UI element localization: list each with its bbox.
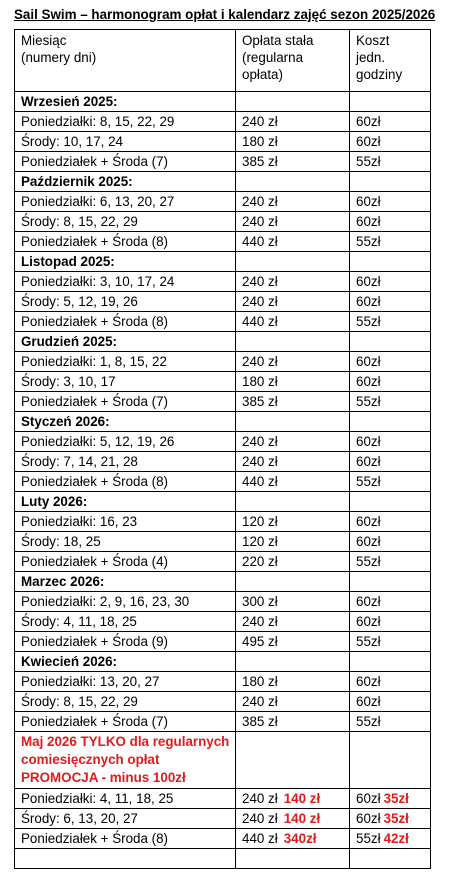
header-text: Miesiąc: [21, 33, 67, 48]
schedule-label: Środy: 10, 17, 24: [15, 132, 236, 152]
header-month: [15, 30, 236, 92]
schedule-label: Poniedziałki: 13, 20, 27: [15, 672, 236, 692]
table-row: [15, 452, 431, 472]
empty-row: [15, 849, 431, 869]
month-name: Styczeń 2026:: [15, 412, 236, 432]
month-heading-row: [15, 252, 431, 272]
schedule-table: [14, 29, 431, 869]
fixed-fee: 120 zł: [236, 512, 350, 532]
table-row: [15, 592, 431, 612]
schedule-label: Poniedziałek + Środa (8): [15, 472, 236, 492]
table-row: [15, 432, 431, 452]
fixed-fee: 495 zł: [236, 632, 350, 652]
table-row: [15, 809, 431, 829]
table-row: [15, 212, 431, 232]
hourly-rate: 55zł: [350, 392, 431, 412]
table-header-row: [15, 30, 431, 92]
fixed-fee: 180 zł: [236, 372, 350, 392]
table-row: [15, 232, 431, 252]
table-row: [15, 292, 431, 312]
schedule-label: Poniedziałek + Środa (7): [15, 712, 236, 732]
table-row: [15, 132, 431, 152]
promo-rate: 35zł: [383, 791, 409, 806]
fixed-fee: 385 zł: [236, 152, 350, 172]
empty-cell: [15, 849, 236, 869]
empty-cell: [236, 332, 350, 352]
header-text: jedn.: [356, 50, 386, 65]
empty-cell: [350, 252, 431, 272]
fixed-fee: 240 zł: [236, 452, 350, 472]
fixed-fee: [236, 809, 350, 829]
fixed-fee: 385 zł: [236, 712, 350, 732]
hourly-rate: 55zł: [350, 312, 431, 332]
schedule-label: Środy: 8, 15, 22, 29: [15, 692, 236, 712]
fixed-fee: 240 zł: [236, 192, 350, 212]
fixed-fee: 440 zł: [236, 312, 350, 332]
hourly-rate: 55zł: [350, 632, 431, 652]
table-row: [15, 829, 431, 849]
hourly-rate: 60zł: [350, 132, 431, 152]
month-heading-row: [15, 92, 431, 112]
empty-cell: [350, 492, 431, 512]
schedule-label: Środy: 4, 11, 18, 25: [15, 612, 236, 632]
empty-cell: [350, 412, 431, 432]
schedule-label: Poniedziałki: 6, 13, 20, 27: [15, 192, 236, 212]
header-text: opłata): [242, 67, 283, 82]
month-heading-row: [15, 172, 431, 192]
schedule-label: Środy: 5, 12, 19, 26: [15, 292, 236, 312]
table-row: [15, 392, 431, 412]
schedule-label: Poniedziałek + Środa (4): [15, 552, 236, 572]
promo-fee: 140 zł: [283, 791, 321, 806]
fixed-fee: 180 zł: [236, 132, 350, 152]
header-text: (regularna: [242, 50, 304, 65]
schedule-label: Środy: 8, 15, 22, 29: [15, 212, 236, 232]
fixed-fee: 240 zł: [236, 692, 350, 712]
schedule-label: Poniedziałek + Środa (8): [15, 829, 236, 849]
schedule-label: Poniedziałki: 1, 8, 15, 22: [15, 352, 236, 372]
hourly-rate: 60zł: [350, 692, 431, 712]
schedule-label: Poniedziałek + Środa (7): [15, 152, 236, 172]
regular-rate: 60zł: [356, 811, 381, 826]
promo-rate: 42zł: [383, 831, 409, 846]
document-title: Sail Swim – harmonogram opłat i kalendarz zajęć sezon 2025/2026: [14, 7, 436, 22]
hourly-rate: 55zł: [350, 712, 431, 732]
header-text: godziny: [356, 67, 403, 82]
month-name: Grudzień 2025:: [15, 332, 236, 352]
empty-cell: [236, 412, 350, 432]
table-row: [15, 152, 431, 172]
hourly-rate: 60zł: [350, 372, 431, 392]
hourly-rate: 60zł: [350, 272, 431, 292]
header-text: Koszt: [356, 33, 390, 48]
header-rate: [350, 30, 431, 92]
table-row: [15, 672, 431, 692]
month-name: Październik 2025:: [15, 172, 236, 192]
month-heading-row: [15, 572, 431, 592]
hourly-rate: 55zł: [350, 552, 431, 572]
hourly-rate: 60zł: [350, 672, 431, 692]
hourly-rate: 60zł: [350, 452, 431, 472]
hourly-rate: 60zł: [350, 352, 431, 372]
fixed-fee: 385 zł: [236, 392, 350, 412]
fixed-fee: 180 zł: [236, 672, 350, 692]
month-heading-row: [15, 652, 431, 672]
schedule-label: Środy: 18, 25: [15, 532, 236, 552]
empty-cell: [350, 652, 431, 672]
hourly-rate: [350, 829, 431, 849]
hourly-rate: [350, 789, 431, 809]
empty-cell: [236, 732, 350, 789]
schedule-label: Poniedziałek + Środa (9): [15, 632, 236, 652]
schedule-label: Poniedziałki: 16, 23: [15, 512, 236, 532]
fixed-fee: 440 zł: [236, 232, 350, 252]
table-row: [15, 692, 431, 712]
hourly-rate: [350, 809, 431, 829]
promo-fee: 340zł: [283, 831, 317, 846]
promo-heading-cell: [15, 732, 236, 789]
schedule-label: Środy: 7, 14, 21, 28: [15, 452, 236, 472]
table-row: [15, 312, 431, 332]
header-text: (numery dni): [21, 50, 97, 65]
header-fee: [236, 30, 350, 92]
schedule-label: Poniedziałki: 8, 15, 22, 29: [15, 112, 236, 132]
empty-cell: [350, 849, 431, 869]
table-row: [15, 612, 431, 632]
fixed-fee: 240 zł: [236, 112, 350, 132]
fixed-fee: 240 zł: [236, 292, 350, 312]
schedule-label: Poniedziałek + Środa (8): [15, 312, 236, 332]
empty-cell: [236, 172, 350, 192]
hourly-rate: 60zł: [350, 292, 431, 312]
fixed-fee: 300 zł: [236, 592, 350, 612]
hourly-rate: 60zł: [350, 612, 431, 632]
empty-cell: [236, 652, 350, 672]
fixed-fee: 120 zł: [236, 532, 350, 552]
empty-cell: [236, 252, 350, 272]
schedule-label: Środy: 3, 10, 17: [15, 372, 236, 392]
table-row: [15, 632, 431, 652]
month-heading-row: [15, 332, 431, 352]
month-name: Luty 2026:: [15, 492, 236, 512]
empty-cell: [350, 172, 431, 192]
table-row: [15, 372, 431, 392]
fixed-fee: 220 zł: [236, 552, 350, 572]
hourly-rate: 55zł: [350, 472, 431, 492]
fixed-fee: 240 zł: [236, 272, 350, 292]
month-name: Kwiecień 2026:: [15, 652, 236, 672]
hourly-rate: 60zł: [350, 512, 431, 532]
regular-fee: 440 zł: [242, 831, 278, 846]
empty-cell: [350, 92, 431, 112]
table-row: [15, 712, 431, 732]
fixed-fee: 240 zł: [236, 352, 350, 372]
table-row: [15, 532, 431, 552]
schedule-label: Poniedziałki: 5, 12, 19, 26: [15, 432, 236, 452]
regular-rate: 55zł: [356, 831, 381, 846]
month-heading-row: [15, 412, 431, 432]
hourly-rate: 60zł: [350, 432, 431, 452]
schedule-label: Poniedziałki: 4, 11, 18, 25: [15, 789, 236, 809]
promo-text: Maj 2026 TYLKO dla regularnych comiesięcznych opłat PROMOCJA - minus 100zł: [21, 734, 230, 785]
table-row: [15, 192, 431, 212]
table-row: [15, 112, 431, 132]
fixed-fee: 440 zł: [236, 472, 350, 492]
schedule-label: Poniedziałki: 3, 10, 17, 24: [15, 272, 236, 292]
schedule-table-body: [15, 30, 431, 869]
table-row: [15, 272, 431, 292]
schedule-label: Poniedziałek + Środa (8): [15, 232, 236, 252]
empty-cell: [236, 849, 350, 869]
month-name: Wrzesień 2025:: [15, 92, 236, 112]
month-name: Listopad 2025:: [15, 252, 236, 272]
schedule-label: Poniedziałki: 2, 9, 16, 23, 30: [15, 592, 236, 612]
hourly-rate: 60zł: [350, 532, 431, 552]
empty-cell: [350, 572, 431, 592]
fixed-fee: 240 zł: [236, 612, 350, 632]
regular-fee: 240 zł: [242, 791, 278, 806]
empty-cell: [236, 572, 350, 592]
regular-rate: 60zł: [356, 791, 381, 806]
header-text: Opłata stała: [242, 33, 314, 48]
empty-cell: [236, 92, 350, 112]
hourly-rate: 60zł: [350, 112, 431, 132]
schedule-label: Poniedziałek + Środa (7): [15, 392, 236, 412]
fixed-fee: [236, 829, 350, 849]
table-row: [15, 789, 431, 809]
month-name: Marzec 2026:: [15, 572, 236, 592]
hourly-rate: 60zł: [350, 212, 431, 232]
hourly-rate: 60zł: [350, 592, 431, 612]
schedule-label: Środy: 6, 13, 20, 27: [15, 809, 236, 829]
hourly-rate: 55zł: [350, 232, 431, 252]
empty-cell: [350, 332, 431, 352]
fixed-fee: 240 zł: [236, 212, 350, 232]
fixed-fee: 240 zł: [236, 432, 350, 452]
table-row: [15, 472, 431, 492]
promo-heading-row: [15, 732, 431, 789]
fixed-fee: [236, 789, 350, 809]
hourly-rate: 60zł: [350, 192, 431, 212]
promo-rate: 35zł: [383, 811, 409, 826]
hourly-rate: 55zł: [350, 152, 431, 172]
empty-cell: [236, 492, 350, 512]
month-heading-row: [15, 492, 431, 512]
table-row: [15, 512, 431, 532]
table-row: [15, 552, 431, 572]
promo-fee: 140 zł: [283, 811, 321, 826]
table-row: [15, 352, 431, 372]
regular-fee: 240 zł: [242, 811, 278, 826]
empty-cell: [350, 732, 431, 789]
